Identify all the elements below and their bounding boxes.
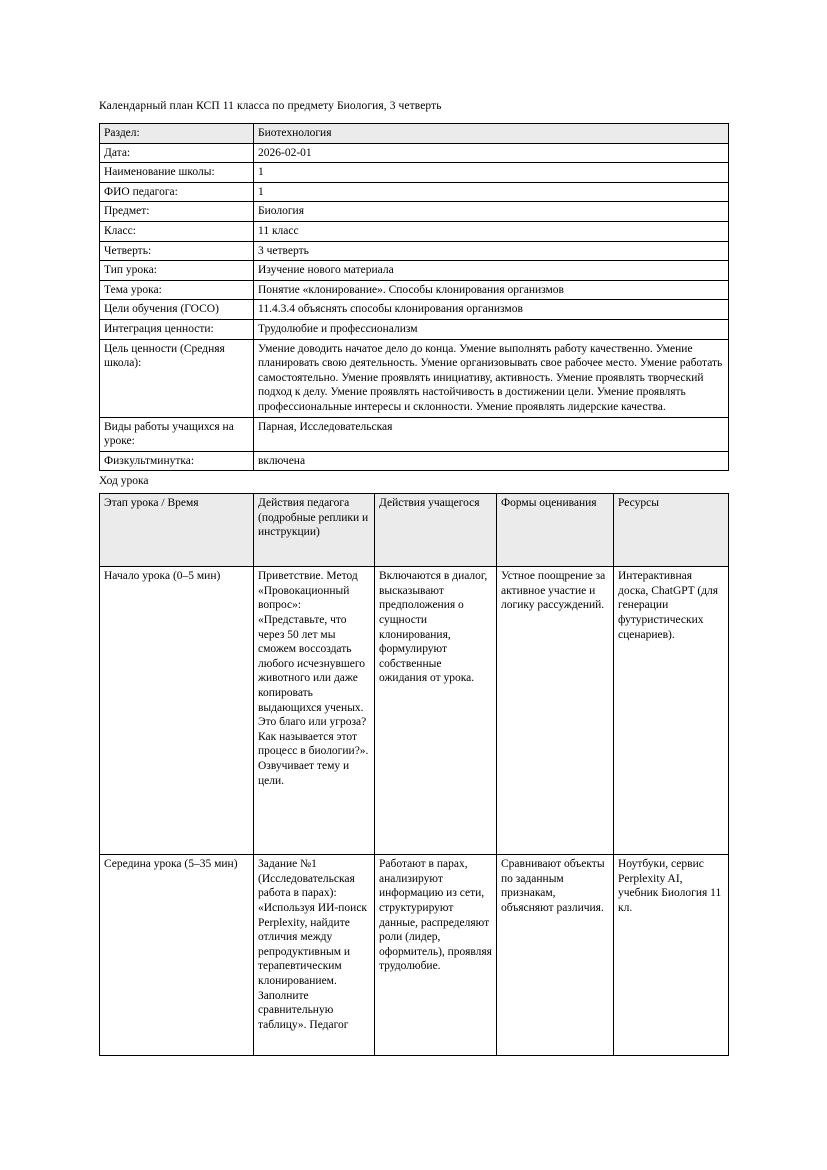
lesson-info-table <box>99 123 729 471</box>
info-label: Дата: <box>100 143 254 163</box>
table-row <box>100 280 729 300</box>
table-row <box>100 143 729 163</box>
table-header-row <box>100 494 729 567</box>
column-header-stage: Этап урока / Время <box>100 494 254 567</box>
info-value: 1 <box>254 163 729 183</box>
info-value: 11.4.3.4 объяснять способы клонирования организмов <box>254 300 729 320</box>
cell-teacher-actions: Задание №1 (Исследовательская работа в парах): «Используя ИИ-поиск Perplexity, найдите отличия между репродуктивным и терапевтическим клонированием. Заполните сравнительную таблицу». Педагог <box>254 855 375 1056</box>
info-value: 11 класс <box>254 221 729 241</box>
column-header-assessment: Формы оценивания <box>497 494 614 567</box>
cell-student-actions: Включаются в диалог, высказывают предположения о сущности клонирования, формулируют собственные ожидания от урока. <box>375 567 497 855</box>
table-row <box>100 339 729 417</box>
table-row <box>100 855 729 1056</box>
info-label: Четверть: <box>100 241 254 261</box>
info-value: 1 <box>254 182 729 202</box>
info-value: 2026-02-01 <box>254 143 729 163</box>
cell-teacher-actions: Приветствие. Метод «Провокационный вопрос»: «Представьте, что через 50 лет мы сможем воссоздать любого исчезнувшего животного или даже копировать выдающихся ученых. Это благо или угроза? Как называется этот процесс в биологии?». Озвучивает тему и цели. <box>254 567 375 855</box>
table-row <box>100 567 729 855</box>
page-title: Календарный план КСП 11 класса по предмету Биология, 3 четверть <box>99 100 442 112</box>
cell-assessment: Сравнивают объекты по заданным признакам, объясняют различия. <box>497 855 614 1056</box>
column-header-teacher-actions: Действия педагога (подробные реплики и инструкции) <box>254 494 375 567</box>
section-label-lesson-flow: Ход урока <box>99 475 149 488</box>
table-row <box>100 124 729 144</box>
info-label: Наименование школы: <box>100 163 254 183</box>
table-row <box>100 241 729 261</box>
info-value: Парная, Исследовательская <box>254 417 729 451</box>
lesson-flow-header <box>100 494 729 567</box>
lesson-flow-body <box>100 567 729 1056</box>
cell-stage: Середина урока (5–35 мин) <box>100 855 254 1056</box>
info-label: ФИО педагога: <box>100 182 254 202</box>
table-row <box>100 221 729 241</box>
info-value: Умение доводить начатое дело до конца. Умение выполнять работу качественно. Умение планировать свою деятельность. Умение организовывать свое рабочее место. Умение работать самостоятельно. Умение проявлять инициативу, активность. Умение проявлять творческий подход к делу. Умение проявлять настойчивость в достижении цели. Умение проявлять профессиональные интересы и склонности. Умение проявлять лидерские качества. <box>254 339 729 417</box>
table-row <box>100 451 729 471</box>
cell-stage: Начало урока (0–5 мин) <box>100 567 254 855</box>
info-value: Биология <box>254 202 729 222</box>
table-row <box>100 300 729 320</box>
table-row <box>100 202 729 222</box>
info-value: Биотехнология <box>254 124 729 144</box>
table-row <box>100 319 729 339</box>
info-value: включена <box>254 451 729 471</box>
lesson-flow-table <box>99 493 729 1056</box>
table-row <box>100 182 729 202</box>
document-content <box>99 99 728 1056</box>
cell-resources: Интерактивная доска, ChatGPT (для генерации футуристических сценариев). <box>614 567 729 855</box>
cell-assessment: Устное поощрение за активное участие и логику рассуждений. <box>497 567 614 855</box>
info-value: 3 четверть <box>254 241 729 261</box>
info-label: Цели обучения (ГОСО) <box>100 300 254 320</box>
column-header-resources: Ресурсы <box>614 494 729 567</box>
info-value: Изучение нового материала <box>254 261 729 281</box>
info-label: Тема урока: <box>100 280 254 300</box>
info-value: Понятие «клонирование». Способы клонирования организмов <box>254 280 729 300</box>
info-value: Трудолюбие и профессионализм <box>254 319 729 339</box>
table-row <box>100 261 729 281</box>
lesson-info-body <box>100 124 729 471</box>
column-header-student-actions: Действия учащегося <box>375 494 497 567</box>
cell-resources: Ноутбуки, сервис Perplexity AI, учебник Биология 11 кл. <box>614 855 729 1056</box>
info-label: Виды работы учащихся на уроке: <box>100 417 254 451</box>
info-label: Интеграция ценности: <box>100 319 254 339</box>
info-label: Тип урока: <box>100 261 254 281</box>
info-label: Физкультминутка: <box>100 451 254 471</box>
info-label: Класс: <box>100 221 254 241</box>
cell-student-actions: Работают в парах, анализируют информацию из сети, структурируют данные, распределяют роли (лидер, оформитель), проявляя трудолюбие. <box>375 855 497 1056</box>
table-row <box>100 417 729 451</box>
table-row <box>100 163 729 183</box>
info-label: Раздел: <box>100 124 254 144</box>
info-label: Предмет: <box>100 202 254 222</box>
info-label: Цель ценности (Средняя школа): <box>100 339 254 417</box>
